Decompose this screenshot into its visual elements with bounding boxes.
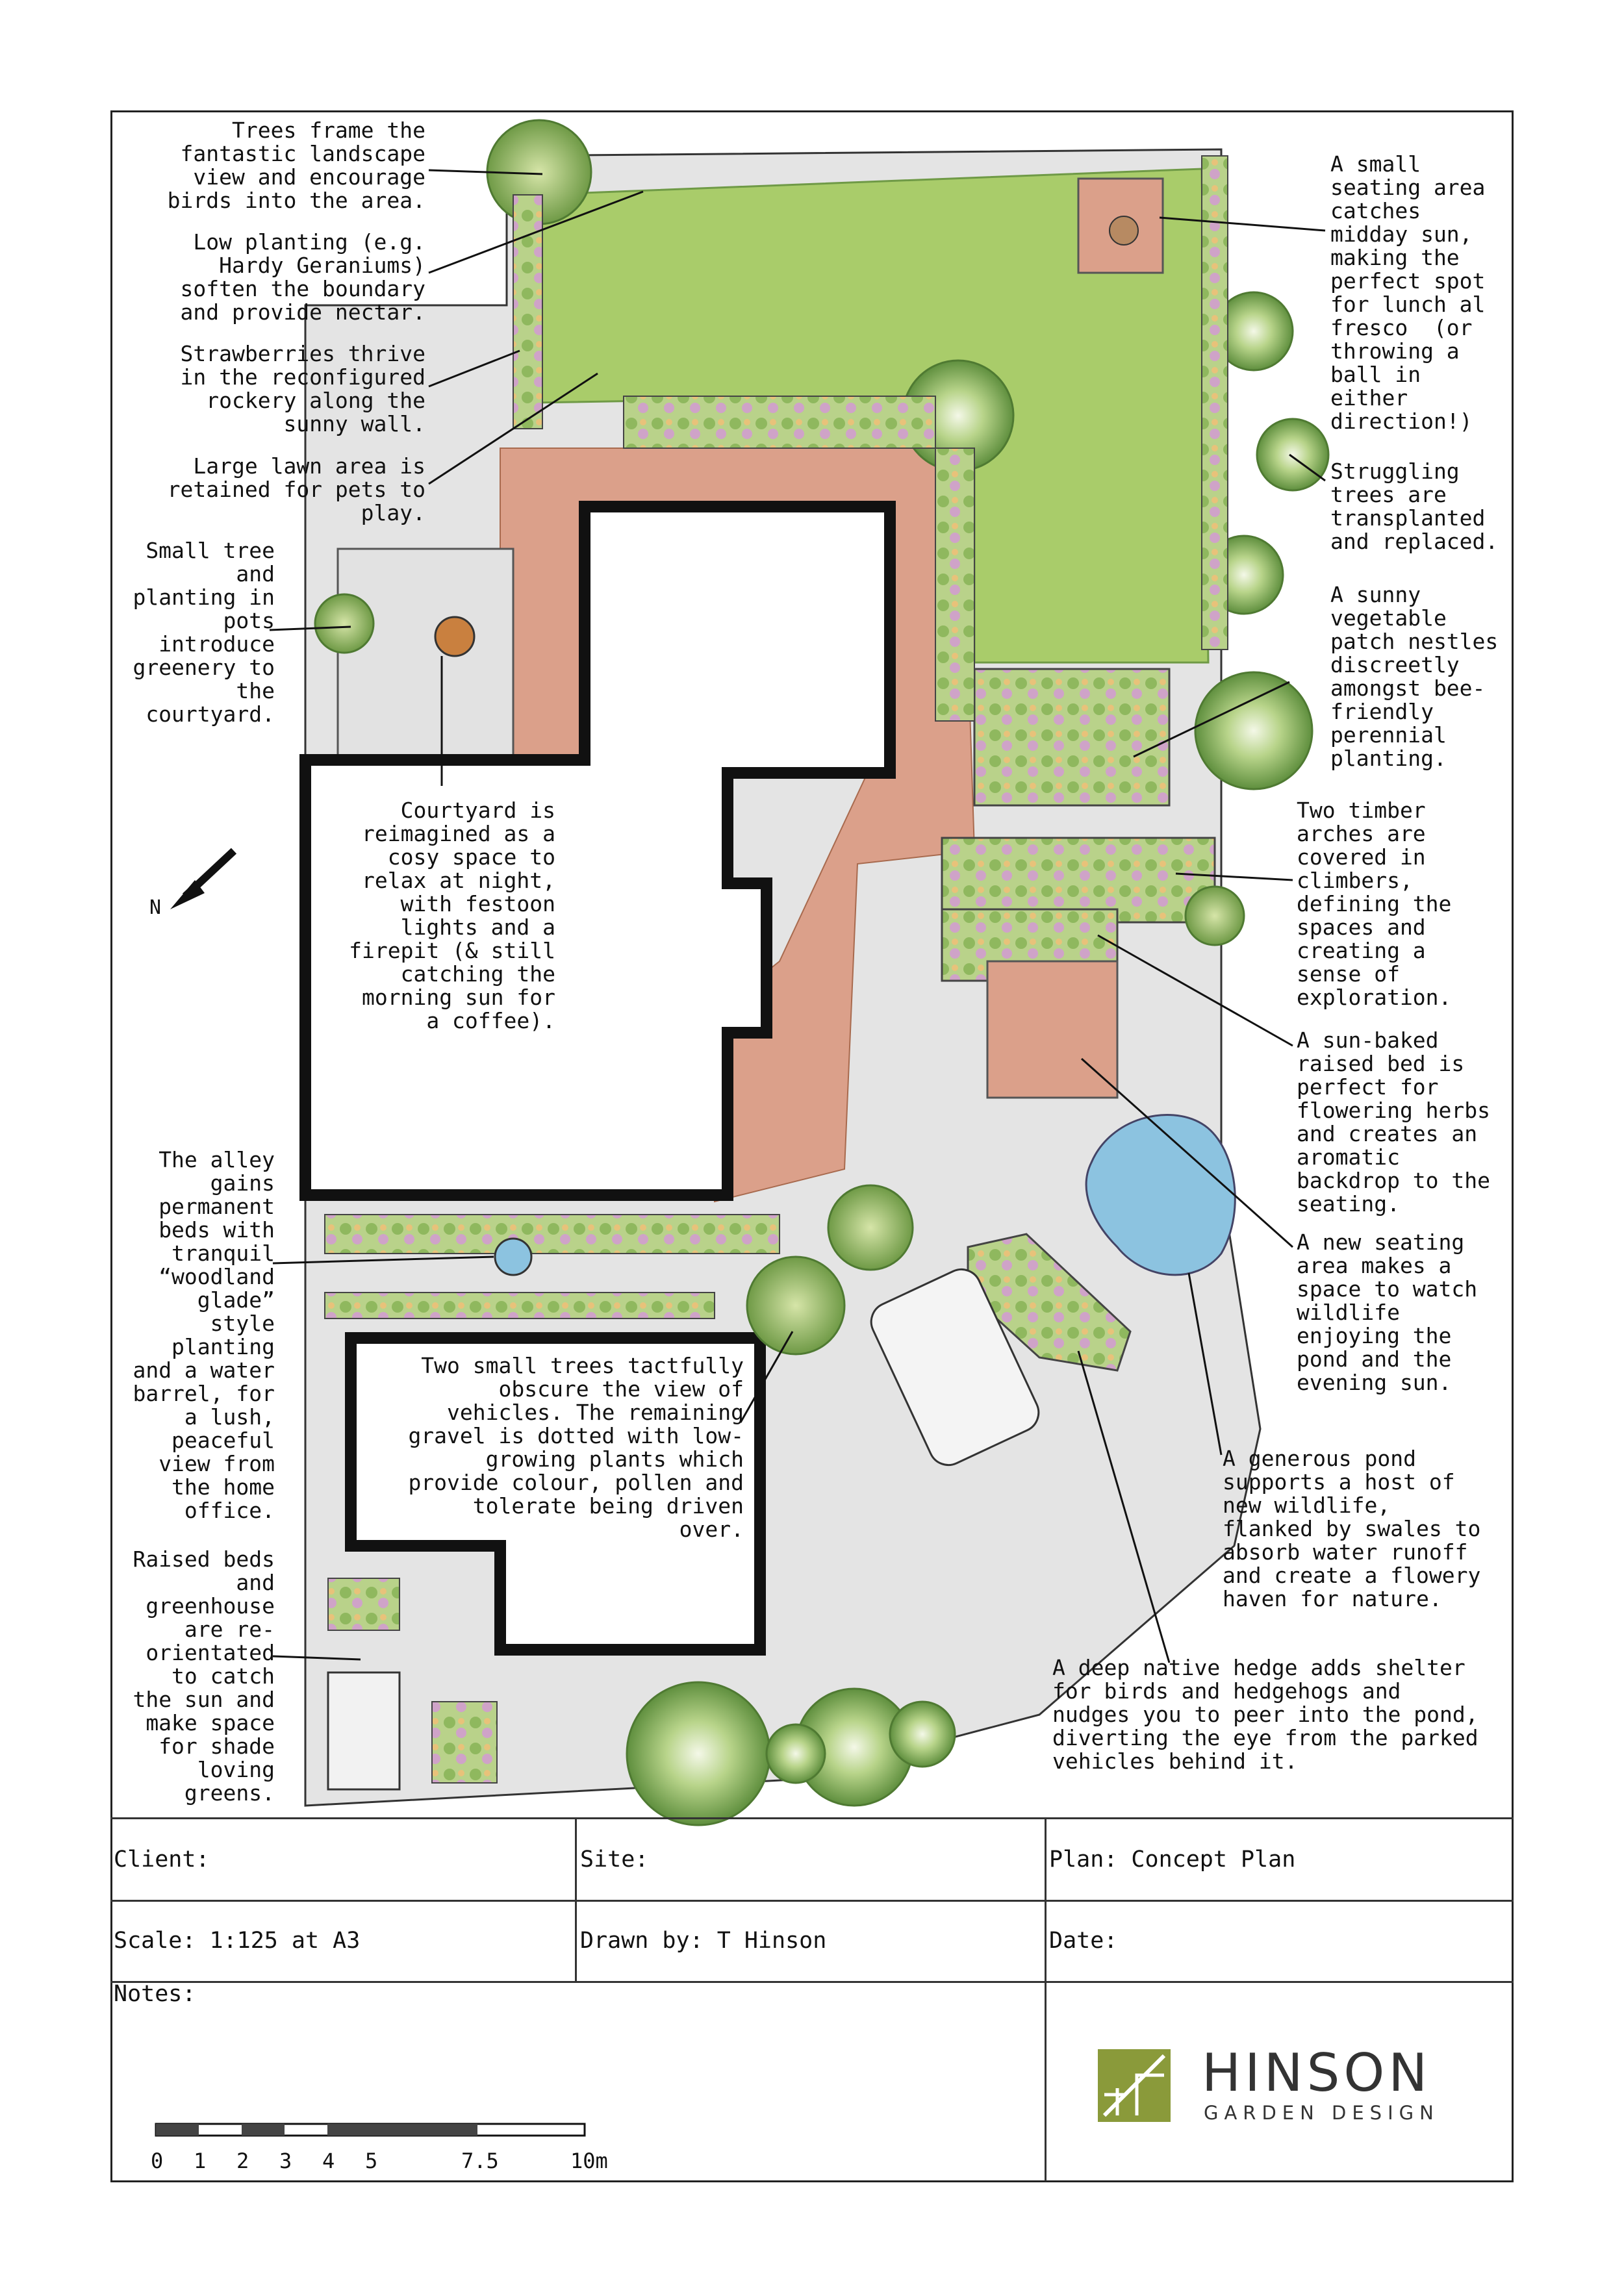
brand-name: HINSON (1202, 2043, 1432, 2103)
note-hedge: A deep native hedge adds shelter for birds and hedgehogs and nudges you to peer into the pond, diverting the eye from the parked vehicles behind it. (1052, 1655, 1478, 1774)
note-low-planting: Low planting (e.g. Hardy Geraniums) soften the boundary and provide nectar. (180, 229, 425, 325)
note-seating-midday: A small seating area catches midday sun, making the perfect spot for lunch al fresco (or throwing a ball in either direction!) (1330, 151, 1486, 434)
alley-bed-lower (325, 1293, 715, 1318)
tb-date: Date: (1049, 1928, 1118, 1954)
scale-label-4: 4 (322, 2149, 335, 2173)
tb-drawn-by: Drawn by: T Hinson (580, 1928, 827, 1954)
rockery (624, 396, 935, 448)
scale-bar (156, 2124, 585, 2136)
scale-label-10m: 10m (570, 2149, 608, 2173)
note-alley: The alley gains permanent beds with tranquil “woodland glade” style planting and a water barrel, for a lush, peaceful view from the home office. (133, 1147, 275, 1523)
tb-rule-2 (110, 1900, 1514, 1902)
note-raised-bed-herbs: A sun-baked raised bed is perfect for flowering herbs and creates an aromatic backdrop to the seating. (1297, 1028, 1491, 1217)
seating-area-pond (987, 961, 1117, 1098)
note-timber-arches: Two timber arches are covered in climbers, defining the spaces and creating a sense of exploration. (1297, 798, 1452, 1010)
scale-label-2: 2 (236, 2149, 249, 2173)
greenhouse (328, 1672, 400, 1789)
note-trees-frame: Trees frame the fantastic landscape view and encourage birds into the area. (167, 118, 425, 213)
tb-rule-3 (110, 1981, 1514, 1983)
north-arrow (170, 851, 234, 909)
tb-divider-2 (1045, 1817, 1047, 2181)
north-label: N (149, 896, 162, 919)
tb-client: Client: (114, 1847, 210, 1873)
table (1110, 216, 1138, 245)
tb-notes: Notes: (114, 1981, 196, 2007)
note-courtyard: Courtyard is reimagined as a cosy space to relax at night, with festoon lights and a firepit (& still catching the morning sun for a coffee). (349, 798, 555, 1033)
raised-bed-1 (328, 1578, 400, 1630)
water-barrel (495, 1239, 531, 1275)
note-raised-beds: Raised beds and greenhouse are re- orientated to catch the sun and make space for shade loving greens. (133, 1546, 275, 1806)
note-small-tree: Small tree and planting in pots introduce greenery to the courtyard. (133, 538, 275, 727)
left-hedge (935, 448, 974, 721)
note-lawn: Large lawn area is retained for pets to play. (167, 453, 425, 525)
brand-tagline: GARDEN DESIGN (1204, 2102, 1440, 2124)
note-strawberries: Strawberries thrive in the reconfigured rockery along the sunny wall. (180, 341, 425, 436)
tb-site: Site: (580, 1847, 649, 1873)
boundary-planting (513, 195, 542, 429)
scale-label-5: 5 (365, 2149, 378, 2173)
note-two-small-trees: Two small trees tactfully obscure the view of vehicles. The remaining gravel is dotted with low- growing plants which provide colour, pollen and tolerate being driven over. (408, 1353, 744, 1542)
note-vegetable-patch: A sunny vegetable patch nestles discreetly amongst bee- friendly perennial planting. (1330, 582, 1499, 771)
scale-label-7-5: 7.5 (461, 2149, 499, 2173)
tb-plan: Plan: Concept Plan (1049, 1847, 1296, 1873)
note-new-seating: A new seating area makes a space to watch wildlife enjoying the pond and the evening sun. (1297, 1230, 1478, 1395)
scale-label-1: 1 (194, 2149, 207, 2173)
firepit (435, 617, 474, 656)
raised-bed-2 (432, 1702, 497, 1783)
tb-scale: Scale: 1:125 at A3 (114, 1928, 361, 1954)
note-struggling-trees: Struggling trees are transplanted and replaced. (1330, 459, 1499, 554)
scale-label-3: 3 (279, 2149, 292, 2173)
scale-label-0: 0 (151, 2149, 164, 2173)
right-hedge (1202, 156, 1228, 650)
veg-patch (974, 669, 1169, 805)
courtyard-patch (338, 549, 513, 757)
tb-rule-1 (110, 1817, 1514, 1819)
note-pond: A generous pond supports a host of new wildlife, flanked by swales to absorb water runoff and create a flowery haven for nature. (1223, 1446, 1481, 1611)
tb-divider-1 (575, 1817, 577, 1981)
alley-bed (325, 1215, 780, 1254)
logo-icon (1098, 2049, 1171, 2122)
